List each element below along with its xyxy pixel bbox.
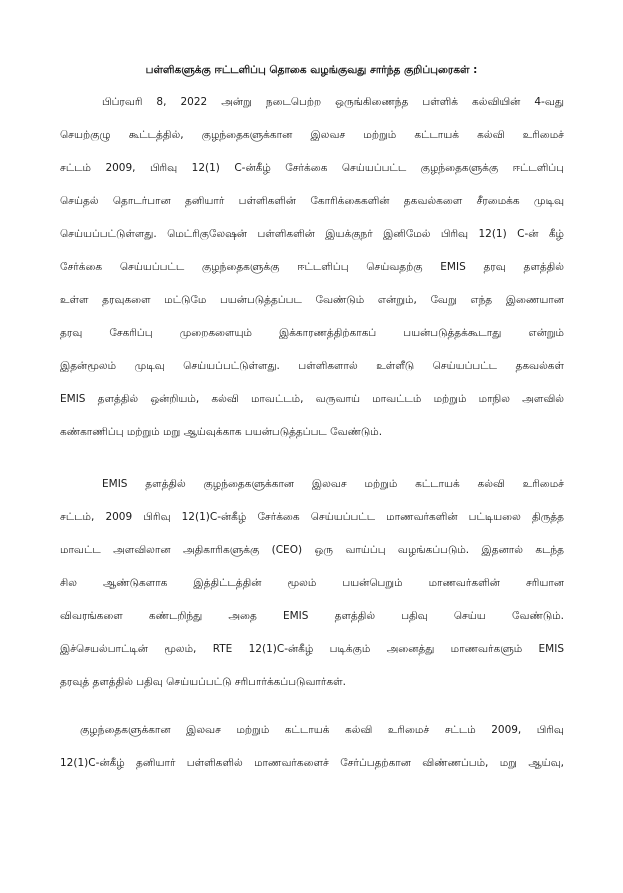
paragraph-1-line-11: கண்காணிப்பு மற்றும் மறு ஆய்வுக்காக பயன்படுத்தப்பட வேண்டும். [60,426,383,438]
paragraph-1-line-2: செயற்குழு கூட்டத்தில், குழந்தைகளுக்கான இலவச மற்றும் கட்டாயக் கல்வி உரிமைச் [60,129,564,141]
paragraph-1-line-3: சட்டம் 2009, பிரிவு 12(1) C-ன்கீழ் சேர்க்கை செய்யப்பட்ட குழந்தைகளுக்கு ஈட்டளிப்பு [60,162,564,174]
paragraph-1-line-1: பிப்ரவரி 8, 2022 அன்று நடைபெற்ற ஒருங்கிணைந்த பள்ளிக் கல்வியின் 4-வது [102,96,564,108]
paragraph-2-line-1: EMIS தளத்தில் குழந்தைகளுக்கான இலவச மற்றும் கட்டாயக் கல்வி உரிமைச் [102,478,564,490]
paragraph-1-line-9: இதன்மூலம் முடிவு செய்யப்பட்டுள்ளது. பள்ளிகளால் உள்ளீடு செய்யப்பட்ட தகவல்கள் [60,360,564,372]
paragraph-3-line-1: குழந்தைகளுக்கான இலவச மற்றும் கட்டாயக் கல்வி உரிமைச் சட்டம் 2009, பிரிவு [80,724,564,736]
paragraph-1-line-7: உள்ள தரவுகளை மட்டுமே பயன்படுத்தப்பட வேண்டும் என்றும், வேறு எந்த இணையான [60,294,564,306]
paragraph-1-line-5: செய்யப்பட்டுள்ளது. மெட்ரிகுலேஷன் பள்ளிகளின் இயக்குநர் இனிமேல் பிரிவு 12(1) C-ன் கீழ் [60,228,564,240]
paragraph-1-line-8: தரவு சேகரிப்பு முறைகளையும் இக்காரணத்திற்காகப் பயன்படுத்தக்கூடாது என்றும் [60,327,564,339]
paragraph-2-line-3: மாவட்ட அளவிலான அதிகாரிகளுக்கு (CEO) ஒரு வாய்ப்பு வழங்கப்படும். இதனால் கடந்த [60,544,564,556]
document-heading: பள்ளிகளுக்கு ஈட்டளிப்பு தொகை வழங்குவது சார்ந்த குறிப்புரைகள் : [145,64,478,76]
paragraph-2-line-2: சட்டம், 2009 பிரிவு 12(1)C-ன்கீழ் சேர்க்கை செய்யப்பட்ட மாணவர்களின் பட்டியலை திருத்த [60,511,564,523]
paragraph-2-line-5: விவரங்களை கண்டறிந்து அதை EMIS தளத்தில் பதிவு செய்ய வேண்டும். [60,610,564,622]
paragraph-2-line-6: இச்செயல்பாட்டின் மூலம், RTE 12(1)C-ன்கீழ் படிக்கும் அனைத்து மாணவர்களும் EMIS [60,643,564,655]
paragraph-2-line-7: தரவுத் தளத்தில் பதிவு செய்யப்பட்டு சரிபார்க்கப்படுவார்கள். [60,676,346,688]
paragraph-1-line-6: சேர்க்கை செய்யப்பட்ட குழந்தைகளுக்கு ஈட்டளிப்பு செய்வதற்கு EMIS தரவு தளத்தில் [60,261,564,273]
paragraph-3-line-2: 12(1)C-ன்கீழ் தனியார் பள்ளிகளில் மாணவர்களைச் சேர்ப்பதற்கான விண்ணப்பம், மறு ஆய்வு, [60,757,564,769]
paragraph-2-line-4: சில ஆண்டுகளாக இத்திட்டத்தின் மூலம் பயன்பெறும் மாணவர்களின் சரியான [60,577,564,589]
paragraph-1-line-10: EMIS தளத்தில் ஒன்றியம், கல்வி மாவட்டம், வருவாய் மாவட்டம் மற்றும் மாநில அளவில் [60,393,564,405]
paragraph-1-line-4: செய்தல் தொடர்பான தனியார் பள்ளிகளின் கோரிக்கைகளின் தகவல்களை சீரமைக்க முடிவு [60,195,564,207]
